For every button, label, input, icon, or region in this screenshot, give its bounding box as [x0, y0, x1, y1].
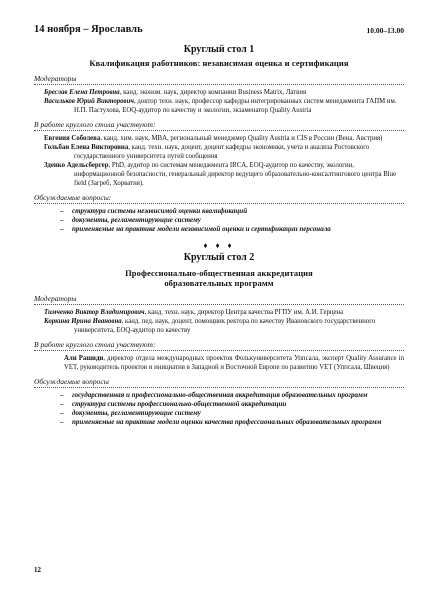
- round2-participant: [64, 354, 404, 372]
- list-item: – применяемые на практике модели оценки качества профессиональных образовательных программ: [60, 418, 404, 427]
- round1-moderator: [44, 88, 404, 97]
- list-item: – структура системы независимой оценки квалификаций: [60, 207, 404, 216]
- round2-participants-label: В работе круглого стола участвуют:: [34, 340, 404, 351]
- participant-name: Евгения Соболева: [44, 134, 101, 142]
- participant-name: Али Рашиди: [64, 354, 104, 362]
- page-number: 12: [34, 566, 41, 574]
- list-item: – документы, регламентирующие систему: [60, 216, 404, 225]
- participant-desc: , директор отдела международных проектов Фолькуниверситета Уппсала, эксперт Quality Assurance in VET, руководитель проектов и инициатив в Западной и Восточной Европе по развитию VET (Уппсала, Швеция): [64, 354, 404, 371]
- round1-participant: [44, 143, 404, 161]
- round1-questions-list: [60, 207, 404, 234]
- participant-desc: , PhD, аудитор по системам менеджмента IRCA, EOQ-аудитор по качеству, экологии, информационной безопасности, генеральный директор ведущего образовательно-консалтингового центра Blue field (Загреб, Хорватия).: [74, 161, 397, 187]
- round2-theme-line2: образовательных программ: [164, 278, 274, 289]
- round2-questions-label: Обсуждаемые вопросы: [34, 377, 404, 388]
- moderator-desc: , канд. техн. наук, директор Центра качества РГПУ им. А.И. Герцена: [144, 308, 344, 316]
- page-header: [34, 24, 404, 42]
- round1-moderator: [44, 97, 404, 115]
- round1-participant: [44, 134, 404, 143]
- round2-moderator: [44, 317, 404, 335]
- moderator-name: Бреслав Елена Петровна: [44, 88, 120, 96]
- list-item: – применяемые на практике модели независимой оценки и сертификации персонала: [60, 225, 404, 234]
- participant-name: Зденко Адельсбергер: [44, 161, 109, 169]
- moderator-desc: , канд. пед. наук, доцент, помощник ректора по качеству Ивановского государственного университета, EOQ-аудитор по качеству: [74, 317, 376, 334]
- round1-participant: [44, 161, 404, 188]
- list-item: – документы, регламентирующие систему: [60, 409, 404, 418]
- participant-desc: , канд. хим. наук, MBA, региональный менеджмер Quality Austria и CIS в России (Вена, Австрия): [100, 134, 383, 142]
- round1-questions-label: Обсуждаемые вопросы:: [34, 193, 404, 204]
- moderator-name: Тимченко Виктор Владимирович: [44, 308, 145, 316]
- round1-title: Круглый стол 1: [183, 44, 255, 55]
- round2-moderator: [44, 308, 404, 317]
- participant-name: Гольбан Елена Викторовна: [44, 143, 129, 151]
- round1-theme: Квалификация работников: независимая оценка и сертификация: [89, 58, 349, 68]
- header-time: 10.00–13.00: [366, 26, 404, 35]
- document-page: [34, 24, 404, 427]
- moderator-desc: , доктор техн. наук, профессор кафедры интегрированных систем менеджмента ГАПМ им. Н.П. Пастухова, EOQ-аудитор по качеству и экологии, экзаменатор Quality Austria: [74, 97, 397, 114]
- moderator-name: Коркина Ирина Ивановна: [44, 317, 122, 325]
- round1-moderators-label: Модераторы: [34, 74, 404, 85]
- round2-moderators-label: Модераторы: [34, 294, 404, 305]
- round2-theme: [34, 268, 404, 289]
- moderator-desc: , канд. эконом. наук, директор компании Business Matrix, Латвия: [119, 88, 307, 96]
- list-item: – структура системы профессионально-общественной аккредитации: [60, 400, 404, 409]
- diamond-separator-icon: ♦ ♦ ♦: [203, 240, 235, 250]
- participant-desc: , канд. техн. наук, доцент, доцент кафедры экономики, учета и анализа Ростовского государственного университета путей сообщения: [74, 143, 370, 160]
- list-item: – государственная и профессионально-общественная аккредитация образовательных программ: [60, 391, 404, 400]
- round2-questions-list: [60, 391, 404, 427]
- moderator-name: Васильков Юрий Викторович: [44, 97, 134, 105]
- header-date-city: 14 ноября – Ярославль: [34, 24, 143, 35]
- round1-participants-label: В работе круглого стола участвуют:: [34, 120, 404, 131]
- round2-theme-line1: Профессионально-общественная аккредитация: [125, 267, 313, 278]
- round2-title: Круглый стол 2: [183, 251, 255, 263]
